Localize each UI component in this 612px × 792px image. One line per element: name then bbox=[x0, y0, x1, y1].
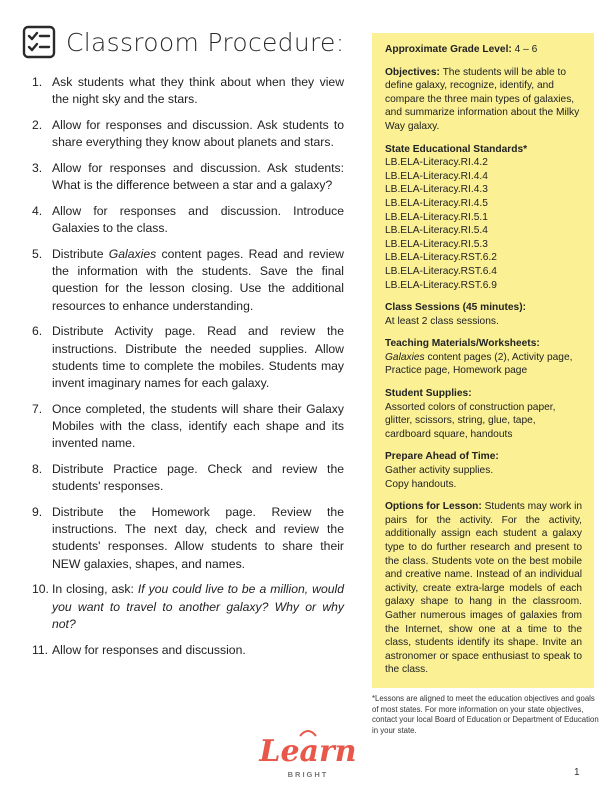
prepare-item: Gather activity supplies. bbox=[385, 465, 494, 477]
materials-value bbox=[385, 351, 582, 378]
step-number: 10. bbox=[32, 582, 49, 597]
prepare-section bbox=[385, 450, 582, 491]
standard-item: LB.ELA-Literacy.RI.4.3 bbox=[385, 184, 488, 196]
list-item bbox=[32, 401, 344, 453]
standard-item: LB.ELA-Literacy.RI.5.4 bbox=[385, 225, 488, 237]
list-item bbox=[32, 246, 344, 315]
grade-level-label: Approximate Grade Level: bbox=[385, 44, 512, 55]
step-number: 5. bbox=[32, 247, 43, 261]
list-item bbox=[32, 203, 344, 237]
step-number: 9. bbox=[32, 505, 43, 520]
step-text-pre: Distribute bbox=[52, 247, 109, 261]
step-text-emphasis: If you could live to be a million, would you want to travel to another galaxy? Why or why not? bbox=[52, 582, 345, 631]
standards-footnote: *Lessons are aligned to meet the education objectives and goals of most states. For more information on your state objectives, contact your local Board of Education or Department of Education in your state. bbox=[372, 694, 599, 735]
options-value: Students may work in pairs for the activity. For the activity, additionally assign each student a galaxy type to do further research and present to the class. Students vote on the best mobile and creative name. Instead of an individual activity, create extra-large models of each galaxy shape to hang in the classroom. Gather numerous images of galaxies from the Internet, show one at a time to the class, students identify its shape. Invite an astronomer or space enthusiast to speak to the class. bbox=[385, 501, 582, 676]
list-item bbox=[32, 160, 344, 194]
step-text: Allow for responses and discussion. Ask students: What is the difference between a star and a galaxy? bbox=[52, 161, 344, 193]
supplies-label: Student Supplies: bbox=[385, 388, 472, 400]
list-item bbox=[32, 642, 344, 659]
sessions-section bbox=[385, 301, 582, 328]
objectives-section bbox=[385, 66, 582, 134]
supplies-value: Assorted colors of construction paper, glitter, scissors, string, glue, tape, cardboard square, handouts bbox=[385, 401, 556, 440]
step-number: 3. bbox=[32, 161, 43, 175]
standard-item: LB.ELA-Literacy.RI.4.5 bbox=[385, 197, 488, 209]
step-text: Distribute the Homework page. Review the instructions. The next day, check and review the students' responses. Allow students to share their NEW galaxies, shapes, and names. bbox=[52, 505, 344, 571]
objectives-value: The students will be able to define galaxy, recognize, identify, and compare the three main types of galaxies, and summarize information about the Milky Way galaxy. bbox=[385, 66, 580, 132]
materials-emphasis: Galaxies bbox=[385, 351, 425, 363]
sessions-value: At least 2 class sessions. bbox=[385, 315, 499, 327]
standard-item: LB.ELA-Literacy.RST.6.9 bbox=[385, 279, 497, 291]
standard-item: LB.ELA-Literacy.RST.6.2 bbox=[385, 252, 497, 264]
standard-item: LB.ELA-Literacy.RI.4.2 bbox=[385, 157, 488, 169]
step-text: Distribute Practice page. Check and review the students' responses. bbox=[52, 462, 344, 494]
step-text: Once completed, the students will share their Galaxy Mobiles with the class, identify each shape and its invented name. bbox=[52, 401, 344, 451]
step-number: 2. bbox=[32, 118, 43, 132]
procedure-list bbox=[32, 74, 344, 667]
page-number: 1 bbox=[574, 767, 580, 778]
materials-text: content pages (2), Activity page, Practice page, Homework page bbox=[385, 351, 573, 377]
standards-section bbox=[385, 143, 582, 293]
supplies-section bbox=[385, 387, 582, 441]
step-text: Distribute Activity page. Read and review the instructions. Distribute the needed supplies. Allow students time to complete the mobiles. Students may invent imaginary names for each galaxy. bbox=[52, 324, 344, 391]
materials-label: Teaching Materials/Worksheets: bbox=[385, 338, 540, 350]
standard-item: LB.ELA-Literacy.RST.6.4 bbox=[385, 265, 497, 277]
standard-item: LB.ELA-Literacy.RI.5.3 bbox=[385, 238, 488, 250]
step-text bbox=[52, 246, 344, 315]
step-number: 7. bbox=[32, 401, 43, 416]
checklist-icon bbox=[22, 25, 56, 59]
list-item bbox=[32, 504, 344, 573]
step-text: Allow for responses and discussion. bbox=[52, 642, 246, 657]
grade-level-section bbox=[385, 43, 582, 57]
grade-level-value: 4 – 6 bbox=[511, 44, 538, 55]
lesson-info-panel bbox=[372, 33, 594, 688]
standard-item: LB.ELA-Literacy.RI.4.4 bbox=[385, 170, 488, 182]
standards-label: State Educational Standards* bbox=[385, 143, 528, 155]
step-text: Allow for responses and discussion. Introduce Galaxies to the class. bbox=[52, 204, 344, 236]
step-text: Allow for responses and discussion. Ask students to share everything they know about planets and stars. bbox=[52, 118, 344, 150]
prepare-label: Prepare Ahead of Time: bbox=[385, 451, 499, 463]
standard-item: LB.ELA-Literacy.RI.5.1 bbox=[385, 211, 488, 223]
page-title: Classroom Procedure: bbox=[66, 27, 345, 57]
logo-wordmark: Learn bbox=[259, 734, 357, 769]
prepare-item: Copy handouts. bbox=[385, 478, 457, 490]
step-number: 8. bbox=[32, 462, 43, 477]
list-item bbox=[32, 117, 344, 151]
step-number: 6. bbox=[32, 324, 43, 339]
list-item bbox=[32, 323, 344, 392]
step-number: 11. bbox=[32, 642, 49, 657]
step-text-emphasis: Galaxies bbox=[108, 247, 157, 261]
learn-bright-logo bbox=[248, 728, 368, 780]
logo-subtitle: BRIGHT bbox=[287, 770, 329, 779]
step-text-post: content pages. Read and review the information with the students. Save the final question for the lesson closing. Use the additional resources to enhance understanding. bbox=[52, 247, 344, 313]
page-header bbox=[22, 22, 344, 62]
step-text-pre: In closing, ask: bbox=[52, 582, 138, 597]
options-label: Options for Lesson: bbox=[385, 501, 482, 513]
step-number: 1. bbox=[32, 75, 43, 89]
step-number: 4. bbox=[32, 204, 43, 218]
list-item bbox=[32, 74, 344, 108]
step-text: Ask students what they think about when they view the night sky and the stars. bbox=[52, 75, 344, 107]
materials-section bbox=[385, 337, 582, 378]
options-section bbox=[385, 500, 582, 677]
objectives-label: Objectives: bbox=[385, 66, 440, 78]
step-text bbox=[52, 581, 344, 633]
sessions-label: Class Sessions (45 minutes): bbox=[385, 302, 526, 314]
list-item bbox=[32, 461, 344, 495]
list-item bbox=[32, 581, 344, 633]
